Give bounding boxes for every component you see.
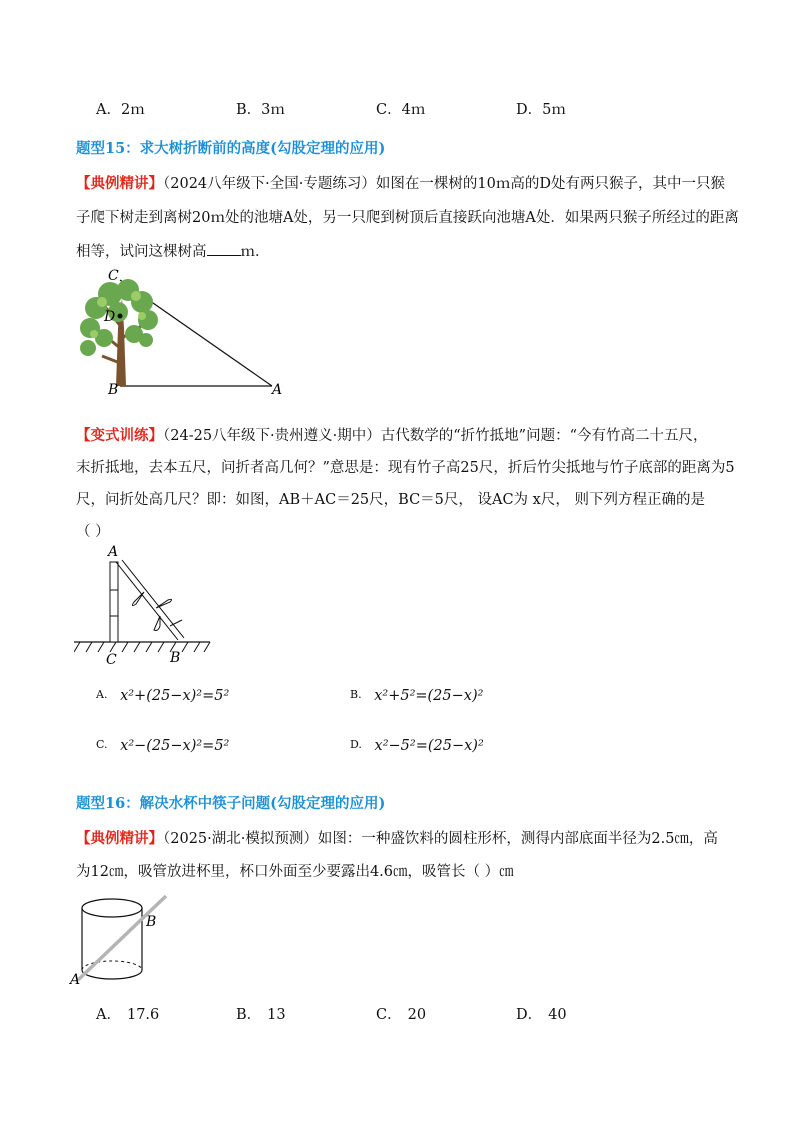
bamboo-stem <box>110 562 118 642</box>
label-a: A <box>70 972 81 988</box>
s16-option-a[interactable]: A． 17.6 <box>96 1007 160 1023</box>
answer-blank[interactable] <box>207 241 241 256</box>
variant-line3: 尺，问折处高几尺？即：如图，AB＋AC＝25尺，BC＝5尺， 设AC为 x尺， 则下列方程正确的是 <box>76 492 705 508</box>
variant-line2: 末折抵地，去本五尺，问折者高几何？”意思是：现有竹子高25尺，折后竹尖抵地与竹子底部的距离为5 <box>76 460 735 476</box>
variant-tag: 【变式训练】 <box>76 427 163 444</box>
tree-figure <box>76 268 296 398</box>
label-b: B <box>170 650 181 666</box>
option-c[interactable]: C．4ｍ <box>376 102 426 118</box>
section-15-line3: 相等，试问这棵树高 ｍ． <box>76 241 270 262</box>
variant-option-b[interactable]: $^{B.}$ x²+5²=(25−x)² <box>350 688 484 704</box>
section-15-heading: 题型15：求大树折断前的高度(勾股定理的应用) <box>76 140 386 157</box>
variant-option-c[interactable]: $^{C.}$ x²−(25−x)²=5² <box>96 738 230 754</box>
variant-line1: 【变式训练】（24-25八年级下·贵州遵义·期中）古代数学的“折竹抵地”问题：“今有竹高二十五尺， <box>76 427 708 444</box>
s16-option-c[interactable]: C． 20 <box>376 1007 427 1023</box>
option-d[interactable]: D．5ｍ <box>516 102 566 118</box>
variant-option-a[interactable]: $^{A.}$ x²+(25−x)²=5² <box>96 688 230 704</box>
label-c: C <box>106 652 117 666</box>
variant-line4: （ ） <box>76 524 110 540</box>
option-b[interactable]: B．3ｍ <box>236 102 285 118</box>
s16-option-d[interactable]: D． 40 <box>516 1007 567 1023</box>
point-d <box>118 314 123 319</box>
s16-option-b[interactable]: B． 13 <box>236 1007 286 1023</box>
label-b: B <box>108 382 119 398</box>
section-15-line1: 【典例精讲】（2024八年级下·全国·专题练习）如图在一棵树的10ｍ高的D处有两只猴子，其中一只猴 <box>76 175 725 192</box>
label-a: A <box>108 544 119 560</box>
section-16-line1: 【典例精讲】（2025·湖北·模拟预测）如图：一种盛饮料的圆柱形杯，测得内部底面半径为2.5㎝，高 <box>76 830 718 847</box>
section-16-heading: 题型16：解决水杯中筷子问题(勾股定理的应用) <box>76 795 386 812</box>
label-a: A <box>272 382 283 398</box>
option-a[interactable]: A．2ｍ <box>96 102 145 118</box>
cup-top <box>82 899 142 917</box>
label-b: B <box>146 914 157 930</box>
bamboo-figure <box>74 542 214 666</box>
variant-option-d[interactable]: $^{D.}$ x²−5²=(25−x)² <box>350 738 484 754</box>
label-c: C <box>108 268 119 284</box>
cup-figure <box>68 894 178 990</box>
straw <box>78 896 166 980</box>
broken-bamboo <box>116 560 184 640</box>
label-d: D <box>104 309 116 325</box>
cup-bottom <box>82 970 142 979</box>
section-15-line2: 子爬下树走到离树20ｍ处的池塘A处，另一只爬到树顶后直接跃向池塘A处．如果两只猴子所经过的距离 <box>76 210 739 226</box>
example-tag-2: 【典例精讲】 <box>76 830 163 847</box>
example-tag: 【典例精讲】 <box>76 175 163 192</box>
section-16-line2: 为12㎝，吸管放进杯里，杯口外面至少要露出4.6㎝，吸管长（ ）㎝ <box>76 864 514 880</box>
